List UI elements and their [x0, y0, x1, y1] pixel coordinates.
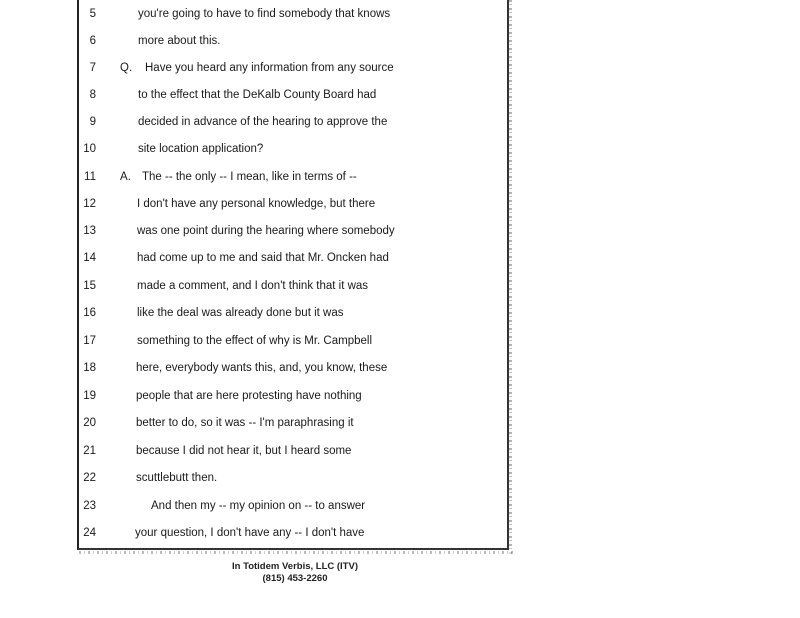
line-number: 19	[83, 390, 96, 402]
line-number: 15	[83, 280, 96, 292]
transcript-line	[0, 276, 430, 296]
transcript-line	[0, 167, 430, 187]
line-number: 22	[83, 472, 96, 484]
transcript-line	[0, 58, 430, 78]
transcript-line	[0, 112, 430, 132]
transcript-line	[0, 221, 430, 241]
transcript-line	[0, 441, 430, 461]
line-number: 8	[89, 89, 96, 101]
scan-edge-right	[509, 0, 512, 556]
line-text: to the effect that the DeKalb County Board had	[138, 89, 377, 101]
line-text: site location application?	[138, 143, 264, 155]
transcript-line	[0, 496, 430, 516]
footer-phone: (815) 453-2260	[262, 573, 328, 584]
line-number: 13	[83, 225, 96, 237]
line-text: decided in advance of the hearing to approve the	[138, 116, 388, 128]
line-text: people that are here protesting have nothing	[136, 390, 362, 402]
line-number: 5	[89, 8, 96, 20]
transcript-line	[0, 523, 430, 543]
line-text: made a comment, and I don't think that it was	[137, 280, 369, 292]
line-text: I don't have any personal knowledge, but there	[137, 198, 376, 210]
line-text: was one point during the hearing where somebody	[137, 225, 395, 237]
line-text: scuttlebutt then.	[136, 472, 218, 484]
transcript-line	[0, 358, 430, 378]
transcript-line	[0, 4, 430, 24]
transcript-line	[0, 386, 430, 406]
line-number: 20	[83, 417, 96, 429]
line-text: had come up to me and said that Mr. Oncken had	[137, 252, 389, 264]
line-number: 17	[83, 335, 96, 347]
line-number: 9	[89, 116, 96, 128]
line-text: more about this.	[138, 35, 221, 47]
line-number: 7	[89, 62, 96, 74]
transcript-line	[0, 248, 430, 268]
line-text: you're going to have to find somebody that knows	[138, 8, 391, 20]
line-text: The -- the only -- I mean, like in terms of --	[142, 171, 357, 183]
line-number: 11	[84, 171, 96, 183]
line-text: something to the effect of why is Mr. Campbell	[137, 335, 373, 347]
line-text: your question, I don't have any -- I don't have	[135, 527, 365, 539]
transcript-line	[0, 31, 430, 51]
transcript-line	[0, 331, 430, 351]
line-number: 18	[83, 362, 96, 374]
transcript-line	[0, 413, 430, 433]
line-number: 21	[83, 445, 96, 457]
line-text: here, everybody wants this, and, you know, these	[136, 362, 388, 374]
scan-edge-bottom	[79, 551, 513, 554]
page-footer	[180, 561, 410, 585]
line-number: 14	[83, 252, 96, 264]
transcript-line	[0, 194, 430, 214]
line-number: 10	[83, 143, 96, 155]
speaker-marker: A.	[120, 171, 131, 183]
transcript-line	[0, 139, 430, 159]
line-number: 24	[83, 527, 96, 539]
speaker-marker: Q.	[120, 62, 133, 74]
line-text: like the deal was already done but it was	[137, 307, 344, 319]
line-text: better to do, so it was -- I'm paraphrasing it	[136, 417, 354, 429]
transcript-line	[0, 303, 430, 323]
line-number: 12	[83, 198, 96, 210]
transcript-line	[0, 468, 430, 488]
line-number: 23	[83, 500, 96, 512]
footer-company: In Totidem Verbis, LLC (ITV)	[232, 561, 358, 572]
line-number: 6	[89, 35, 96, 47]
line-number: 16	[83, 307, 96, 319]
line-text: because I did not hear it, but I heard some	[136, 445, 352, 457]
transcript-line	[0, 85, 430, 105]
line-text: Have you heard any information from any source	[145, 62, 394, 74]
line-text: And then my -- my opinion on -- to answer	[151, 500, 366, 512]
